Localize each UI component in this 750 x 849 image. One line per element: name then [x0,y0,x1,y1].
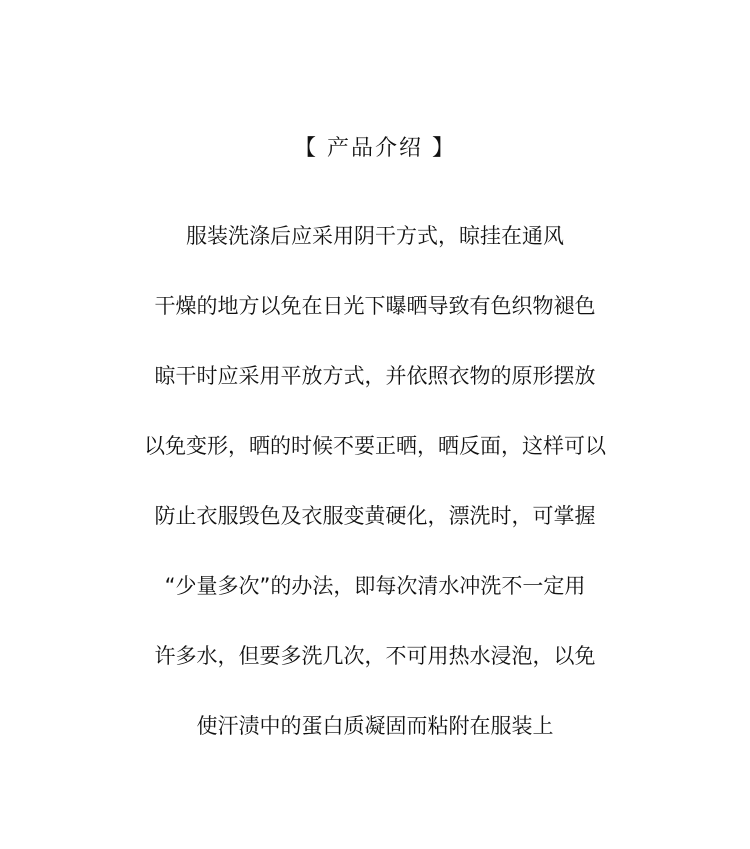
text-line: 干燥的地方以免在日光下曝晒导致有色织物褪色 [154,294,596,318]
text-line: 服装洗涤后应采用阴干方式，晾挂在通风 [186,224,564,248]
text-line: “少量多次”的办法，即每次清水冲洗不一定用 [164,574,586,598]
text-line: 使汗渍中的蛋白质凝固而粘附在服装上 [196,714,554,738]
text-line: 防止衣服毁色及衣服变黄硬化，漂洗时，可掌握 [154,504,596,528]
section-title: 【 产品介绍 】 [294,136,456,161]
text-line: 以免变形，晒的时候不要正晒，晒反面，这样可以 [144,434,606,458]
care-instructions [0,216,750,776]
text-line: 许多水，但要多洗几次，不可用热水浸泡，以免 [154,644,596,668]
text-line: 晾干时应采用平放方式，并依照衣物的原形摆放 [154,364,596,388]
